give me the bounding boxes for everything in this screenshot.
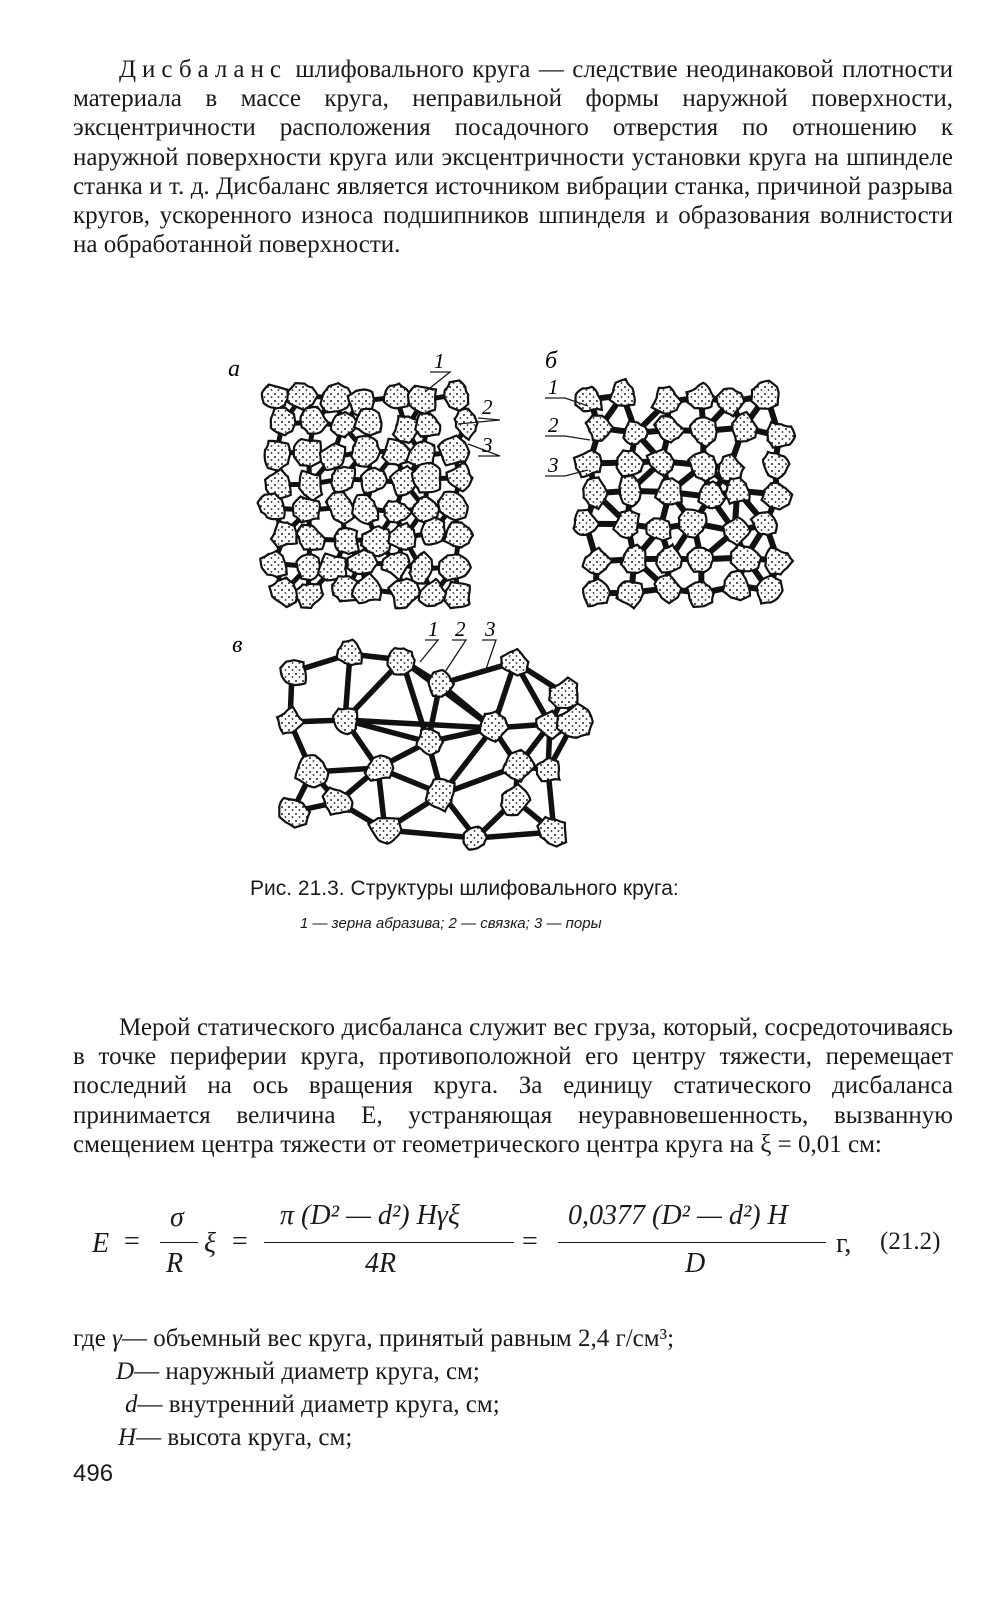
- formula-xi: ξ: [204, 1228, 216, 1259]
- abrasive-grain: [295, 755, 328, 787]
- definition-H: [73, 1421, 674, 1454]
- abrasive-grain: [444, 582, 470, 608]
- callout-a-3: 3: [482, 433, 493, 457]
- abrasive-grain: [751, 381, 778, 409]
- abrasive-grain: [757, 576, 783, 604]
- panel-b-medium-structure: [574, 379, 796, 608]
- formula-f2-den: 4R: [365, 1248, 397, 1279]
- abrasive-grain: [352, 573, 381, 603]
- abrasive-grain: [262, 385, 288, 410]
- abrasive-grain: [621, 545, 646, 573]
- definition-D: [73, 1355, 674, 1388]
- abrasive-grain: [583, 548, 613, 574]
- formula-21-2: [80, 1190, 960, 1300]
- abrasive-grain: [271, 408, 296, 436]
- formula-eq-2: =: [232, 1226, 248, 1257]
- abrasive-grain: [444, 522, 473, 547]
- definition-text: — внутренний диаметр круга, см;: [137, 1391, 500, 1418]
- formula-eq-3: =: [522, 1226, 538, 1257]
- abrasive-grain: [368, 818, 401, 844]
- abrasive-grain: [388, 579, 420, 609]
- abrasive-grain: [421, 517, 445, 544]
- abrasive-grain: [763, 452, 789, 479]
- abrasive-grain: [296, 584, 323, 608]
- formula-unit: г,: [836, 1228, 852, 1259]
- formula-f2-num: π (D² — d²) Hγξ: [280, 1200, 460, 1231]
- abrasive-grain: [293, 497, 320, 523]
- abrasive-grain: [687, 383, 715, 409]
- abrasive-grain: [574, 510, 600, 535]
- abrasive-grain: [610, 379, 635, 406]
- callout-a-2: 2: [482, 395, 493, 419]
- abrasive-grain: [583, 579, 610, 606]
- formula-number: (21.2): [880, 1228, 941, 1255]
- abrasive-grain: [352, 495, 378, 524]
- paragraph-static-imbalance: Мерой статического дисбаланса служит вес груза, который, сосредоточиваясь в точке периферии круга, противоположной его центру тяжести, перемещает последний на ось вращения круга. За единицу статического дисбаланса принимается величина E, устраняющая неуравновешенность, вызванную смещением центра тяжести от геометрического центра круга на ξ = 0,01 см:: [73, 1014, 953, 1158]
- abrasive-grain: [277, 707, 304, 734]
- abrasive-grain: [765, 548, 793, 575]
- abrasive-grain: [652, 387, 682, 414]
- definition-symbol: γ: [112, 1325, 122, 1352]
- abrasive-grain: [271, 521, 297, 547]
- formula-eq-1: =: [124, 1226, 140, 1257]
- formula-f1-num: σ: [170, 1202, 184, 1233]
- abrasive-grain: [444, 380, 468, 410]
- abrasive-grain: [536, 758, 559, 781]
- abrasive-grain: [687, 548, 713, 573]
- abrasive-grain: [655, 478, 682, 504]
- panel-label-b: б: [545, 348, 558, 374]
- definition-text: — наружный диаметр круга, см;: [134, 1358, 480, 1385]
- callout-b-2: 2: [548, 413, 559, 437]
- abrasive-grain: [690, 417, 717, 446]
- definition-symbol: d: [125, 1391, 138, 1418]
- abrasive-grain: [464, 827, 487, 850]
- abrasive-grain: [679, 509, 707, 537]
- abrasive-grain: [320, 443, 345, 470]
- formula-f3-den: D: [685, 1248, 706, 1279]
- formula-f3-bar: [558, 1242, 826, 1243]
- abrasive-grain: [331, 467, 355, 492]
- callout-c-1: 1: [428, 617, 439, 641]
- panel-c-open-structure: [277, 640, 593, 850]
- abrasive-grain: [731, 545, 761, 572]
- formula-f2-bar: [264, 1242, 514, 1243]
- abrasive-grain: [269, 578, 297, 608]
- abrasive-grain: [439, 554, 471, 581]
- abrasive-grain: [617, 450, 644, 476]
- abrasive-grain: [335, 528, 359, 554]
- abrasive-grain: [326, 492, 355, 524]
- abrasive-grain: [698, 481, 726, 508]
- abrasive-grain: [723, 571, 750, 600]
- definition-prefix: где: [73, 1325, 113, 1352]
- callout-b-1: 1: [548, 375, 559, 399]
- callouts-panel-c: [420, 640, 496, 672]
- abrasive-grain: [501, 649, 528, 676]
- abrasive-grain: [655, 575, 682, 604]
- panel-a-dense-structure: [258, 380, 478, 608]
- symbol-definitions: [73, 1322, 674, 1454]
- figure-legend: 1 — зерна абразива; 2 — связка; 3 — поры: [300, 915, 602, 932]
- abrasive-grain: [297, 525, 326, 550]
- definition-gamma: [73, 1322, 674, 1355]
- abrasive-grain: [384, 501, 412, 523]
- callout-b-3: 3: [548, 453, 559, 477]
- abrasive-grain: [575, 387, 601, 411]
- abrasive-grain: [279, 798, 310, 828]
- abrasive-grain: [388, 648, 415, 675]
- callout-c-3: 3: [485, 617, 496, 641]
- abrasive-grain: [654, 416, 685, 442]
- callout-a-1: 1: [434, 349, 445, 373]
- definition-symbol: H: [118, 1424, 137, 1451]
- abrasive-grain: [408, 386, 436, 414]
- term-imbalance: Дисбаланс: [119, 56, 287, 83]
- definition-text: — высота круга, см;: [136, 1424, 353, 1451]
- definition-text: — объемный вес круга, принятый равным 2,4 г/см³;: [121, 1325, 675, 1352]
- abrasive-grain: [725, 478, 750, 504]
- formula-f1-den: R: [166, 1248, 184, 1279]
- abrasive-grain: [687, 582, 714, 607]
- formula-f3-num: 0,0377 (D² — d²) H: [568, 1200, 788, 1231]
- abrasive-grain: [480, 711, 509, 741]
- abrasive-grain: [361, 468, 387, 494]
- abrasive-grain: [333, 708, 357, 734]
- abrasive-grain: [294, 439, 322, 467]
- abrasive-grain: [549, 678, 577, 709]
- abrasive-grain: [438, 436, 469, 466]
- definition-symbol: D: [116, 1358, 135, 1385]
- panel-label-a: а: [228, 356, 240, 382]
- callout-c-2: 2: [455, 617, 466, 641]
- panel-label-c: в: [232, 632, 243, 658]
- abrasive-grain: [537, 817, 566, 846]
- abrasive-grain: [351, 436, 380, 466]
- abrasive-grain: [260, 551, 287, 577]
- abrasive-grain: [751, 512, 777, 535]
- abrasive-grain: [417, 729, 443, 755]
- definition-d: [73, 1388, 674, 1421]
- abrasive-grain: [447, 462, 473, 492]
- formula-f1-bar: [160, 1242, 198, 1243]
- abrasive-grain: [415, 413, 440, 437]
- abrasive-grain: [619, 475, 641, 506]
- abrasive-grain: [280, 660, 306, 685]
- abrasive-grain: [296, 554, 319, 580]
- page-number: 496: [73, 1460, 114, 1487]
- abrasive-grain: [382, 552, 410, 580]
- formula-lhs: E: [92, 1228, 110, 1259]
- abrasive-grain: [617, 581, 645, 608]
- abrasive-grain: [767, 422, 795, 448]
- figure-caption: Рис. 21.3. Структуры шлифовального круга:: [250, 877, 679, 900]
- abrasive-grain: [265, 441, 291, 470]
- abrasive-grain: [762, 483, 793, 510]
- paragraph-1-text: шлифовального круга — следствие неодинаковой плотности материала в массе круга, неправильной формы наружной поверхности, эксцентричности расположения посадочного отверстия по отношению к наружной поверхности круга или эксцентричности установки круга на шпинделе станка и т. д. Дисбаланс является источником вибрации станка, причиной разрыва кругов, ускоренного износа подшипников шпинделя и образования волнистости на обработанной поверхности.: [73, 56, 953, 259]
- abrasive-grain: [337, 640, 362, 665]
